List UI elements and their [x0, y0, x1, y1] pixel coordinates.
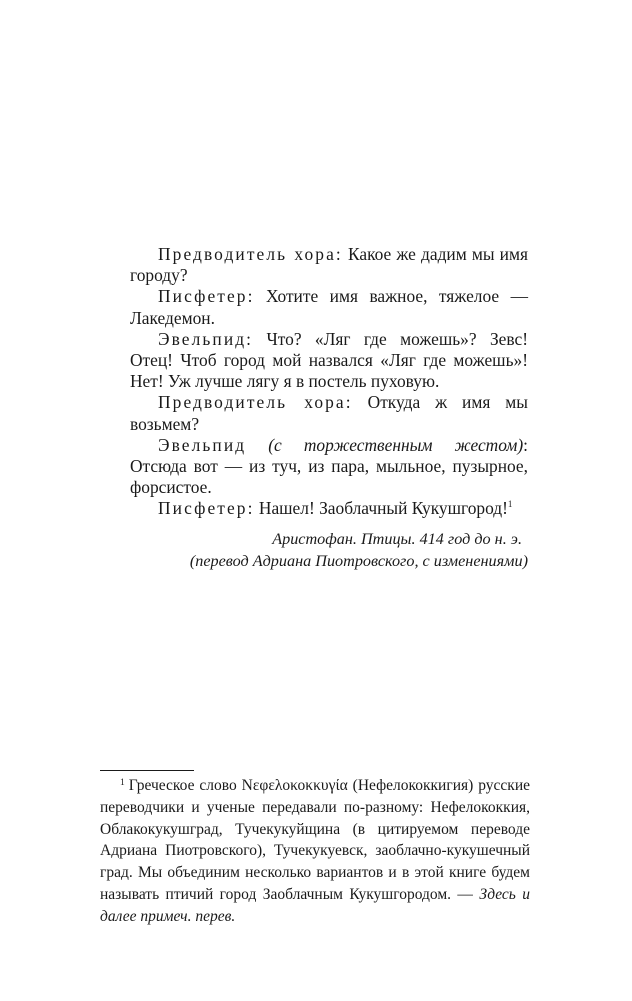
speaker: Предводитель хора:	[158, 392, 353, 413]
epigraph	[130, 244, 528, 572]
dialogue-line	[130, 498, 528, 519]
speaker: Предводитель хора:	[158, 244, 343, 264]
speaker: Эвельпид	[158, 434, 247, 455]
line-text: Какое же дадим мы имя городу?	[130, 244, 528, 286]
speaker: Эвельпид:	[158, 328, 254, 349]
attribution-source: Аристофан. Птицы. 414 год до н. э.	[272, 529, 522, 548]
line-text: Хотите имя важное, тяжелое — Лакедемон.	[130, 286, 528, 328]
stage-direction: (с торжественным жестом)	[246, 434, 524, 455]
speaker: Писфетер:	[158, 498, 255, 519]
dialogue-line	[130, 286, 528, 328]
attribution	[130, 528, 528, 572]
line-text: Откуда ж имя мы возьмем?	[130, 392, 528, 434]
footnote-text: Греческое слово Νεφελοκοκκυγία (Нефелококкигия) русские переводчики и ученые передавали по-разному: Нефелококкия, Облакокукушград, Тучекукуйщина (в цитируемом переводе Адриана Пиотровского), Тучекукуевск, заоблачно-кукушечный град. Мы объединим несколько вариантов и в этой книге будем называть птичий город Заоблачным Кукушгородом. —	[100, 777, 530, 903]
line-text: Нашел! Заоблачный Кукушгород!	[254, 498, 508, 519]
attribution-translation: (перевод Адриана Пиотровского, с изменениями)	[189, 551, 528, 570]
footnote-reference[interactable]: 1	[507, 499, 513, 510]
dialogue-line	[130, 244, 528, 286]
footnote-paragraph	[100, 775, 530, 928]
dialogue-line	[130, 392, 528, 434]
footnote	[100, 775, 530, 928]
speaker: Писфетер:	[158, 286, 255, 307]
line-text: Что? «Ляг где можешь»? Зевс! Отец! Чтоб город мой назвался «Ляг где можешь»! Нет! Уж лучше лягу я в постель пуховую.	[130, 328, 528, 392]
footnote-note: Здесь и далее примеч. перев.	[100, 885, 530, 925]
dialogue-line	[130, 329, 528, 393]
dialogue-line	[130, 435, 528, 499]
footnote-mark: 1	[120, 778, 125, 788]
footnote-divider	[100, 770, 194, 771]
line-text: : Отсюда вот — из туч, из пара, мыльное, пузырное, форсистое.	[130, 434, 528, 498]
